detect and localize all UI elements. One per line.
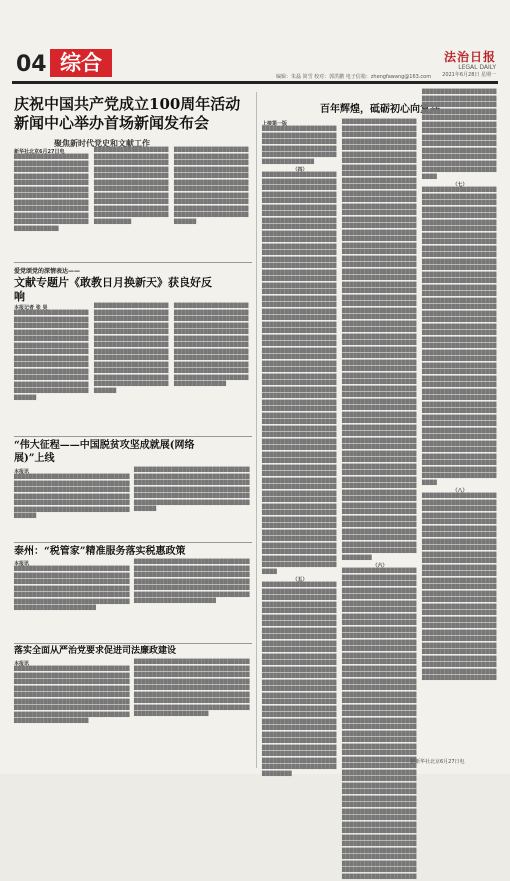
story1-body-col3	[174, 148, 250, 258]
essay-section-heading: （七）	[452, 182, 468, 188]
story1-subheadline: 聚焦新时代党史和文献工作	[54, 139, 150, 148]
essay-footer-note: 据新华社北京6月27日电	[410, 759, 465, 765]
divider	[14, 262, 252, 263]
divider	[14, 643, 252, 644]
page-number: 04	[16, 52, 47, 77]
essay-col2	[342, 120, 418, 880]
masthead	[0, 0, 510, 82]
essay-section-heading: （六）	[372, 563, 388, 569]
story5-byline: 本报讯	[14, 661, 30, 667]
editor-line: 编辑：朱磊 简雪 校对：郭洪鹏 电子信箱：zhengfawang@163.com	[276, 74, 432, 80]
essay-text: ████████████████████████████████████████████████████████████████████████████████████████████████████████████████████████████████████████████████████████████████████████████████████████████████████████████████████████████████████████████████████████████████████████████████████████████████████████████████████████████████████████████████████████████████████████████████████████████████████████████████████████████████████████████████████████████████████████████████████████████████████████████████████████████████████████████████████████████████████████████████████████████████████████████████████████████████████████████████████████████████████████████████████████████████████████████████████████████████████████████████████████████████████████████████████████████████████████████████████████████████████████████████████████████████████████████████████████████████████████████████████████████████████████████████████████████████████████████████████████████████████████████████████████████████████████████████████████████████████████████████████████████████████████████████████████████████████████████████████████████████████████████████████████████████████████████████████████████████████████████████████████████████████████████████████████████████████████████████████████████████████████████████████████████████████████████████████████████████████	[342, 120, 417, 561]
story1-text: ██████████████████████████████████████████████████████████████████████████████████████████████████████████████████████████████████████████████████████████████████████████████████████████████████████████████████████████████████████	[94, 148, 169, 225]
essay-section-heading: （八）	[452, 488, 468, 494]
story3-byline: 本报讯	[14, 469, 30, 475]
story1-headline-line1: 庆祝中国共产党成立100周年活动	[14, 95, 241, 113]
story1-text: ████████████████████████████████████████████████████████████████████████████████████████████████████████████████████████████████████████████████████████████████████████████████████████████████████████████████████████████████████████	[14, 155, 89, 232]
column-rule	[256, 92, 257, 768]
essay-text: ████████████████████████████████████████████████████████████████████████████████████████████████████████████████████████████████████████████████████████████████████████████████████████████████████████████████████████████████████████████████████████████████████████████████████████████████████████████████████████████████████████████████████████████████████████████████████████████████████████████████████████████████████████████████████████████████████████████████████████████████████████████████████████████████████████████████████████████████████████████████████████████████████████████	[262, 583, 337, 777]
story1-body-col2	[94, 148, 170, 258]
story2-body-col1	[14, 304, 90, 434]
story3-text: ████████████████████████████████████████████████████████████████████████████████████████████████████████████████████████████████████████████████████████████████████████████████████████████████	[14, 475, 130, 519]
story3-headline: “伟大征程——中国脱贫攻坚成就展(网络展)”上线	[14, 440, 195, 464]
story3-body-col1	[14, 468, 132, 542]
story5-body-col2	[134, 660, 252, 768]
story4-headline: 泰州：“税管家”精准服务落实税惠政策	[14, 546, 186, 557]
essay-byline: 上接第一版	[262, 121, 288, 127]
story5-body-col1	[14, 660, 132, 768]
story4-byline: 本报讯	[14, 561, 30, 567]
divider	[14, 542, 252, 543]
story1-headline	[14, 95, 254, 133]
essay-text: ██████████████████████████████████████████████████████████████████████████████████████████████████████████████████	[262, 127, 337, 165]
paper-english-name: LEGAL DAILY	[458, 64, 496, 71]
story1-body-col1	[14, 148, 90, 258]
story2-body-col3	[174, 304, 250, 434]
paper-logo: 法治日报	[443, 50, 496, 64]
issue-date: 2021年6月28日 星期一	[442, 72, 496, 78]
essay-text: ████████████████████████████████████████████████████████████████████████████████████████████████████████████████████████████████████████████████████████████████████████████████████████████████████████████████████████████████████████████████████████████████████████████████████████████████████████████████████████████████████████████████████████████████████████████████████████████████████████████████████████████████████████████████████████████████████████████████████████████████████████████████████████████████████████████████████████████████████████████████████████████████████████████████████████████████████████████████████████████████████████████████████████████████████████████████████████████████████████████████████████████████████████████████████████████████████████████████████████████████████████████████████████████████████████████████████████████████████████████████████████████████████████	[422, 188, 497, 486]
essay-text: ████████████████████████████████████████████████████████████████████████████████████████████████████████████████████████████████████████████████████████████████████████████████████████████████████████████████████████████████████████████████████████████████████████████████████████████████████████████████████████████████████████████████████████████████████████████████████████████████████████████████████████████████████████████████████████████████████████████████████████████████████████████████████████████████████████████████████████████████████████████████████████████████████████████████████████████████████████████████████████████████████████████████████████████████████████████████████████████████████████████████████████████████████████████████████████████████████████████████████████████████████████████████████████████████████████████████████████████████████████████████████████████████████████████████████████████████████████████████████████████████████████████████████████████████████████████████████████████████████████████████████████████████████████████████████████████████████████████████████████████████████████████████████████████████████████████████████████████████████████████████████████████████████████	[262, 173, 337, 575]
story2-body-col2	[94, 304, 170, 434]
story2-text: ██████████████████████████████████████████████████████████████████████████████████████████████████████████████████████████████████████████████████████████████████████████████████████████████████████████████████████████████████████████████████████████████████████████	[94, 304, 169, 394]
essay-section-heading: （五）	[292, 577, 308, 583]
story5-headline: 落实全面从严治党要求促进司法廉政建设	[14, 646, 177, 656]
divider	[14, 436, 252, 437]
essay-section-heading: （四）	[292, 167, 308, 173]
story2-kicker: 爱党颂党的深情表达——	[14, 268, 81, 275]
essay-title: 百年辉煌，砥砺初心向复兴	[320, 104, 440, 115]
story2-text: ██████████████████████████████████████████████████████████████████████████████████████████████████████████████████████████████████████████████████████████████████████████████████████████████████████████████████████████████████████████████████████████████████████████	[14, 311, 89, 401]
story2-text: ██████████████████████████████████████████████████████████████████████████████████████████████████████████████████████████████████████████████████████████████████████████████████████████████████████████████████████████████████████████████████████████████	[174, 304, 249, 387]
story4-body-col2	[134, 560, 252, 642]
story3-text: ████████████████████████████████████████████████████████████████████████████████████████████████████████████████████████████████████████████████████████████████████████████████████████████████	[134, 468, 250, 512]
essay-text: ████████████████████████████████████████████████████████████████████████████████████████████████████████████████████████████████████████████████████████████████████████████████████████████████████████████████████████████████████████████████████████████████████████████████████████████████████████████████████████████████████████████████████████████████████████████████████████████████████████████████████████████████████████████████████████████████████████████████████████████████████████████████████████████████████████████████████████████████████████████████████████████████████████████████████████████████████████████████████████████████████████████████████████████████████████████████████████████████████████████████████████████████████████████████████████████████████████████████████████████████████████████████████████████████████████████████████████████████████████████████████████████████████████████████████████████████████████████████████████████████	[342, 569, 417, 880]
story1-headline-line2: 新闻中心举办首场新闻发布会	[14, 113, 210, 132]
story2-headline: 文献专题片《敢教日月换新天》获良好反响	[14, 276, 212, 303]
story1-text: ██████████████████████████████████████████████████████████████████████████████████████████████████████████████████████████████████████████████████████████████████████████████████████████████████████████████████████████████████	[174, 148, 249, 225]
story5-text: ████████████████████████████████████████████████████████████████████████████████████████████████████████████████████████████████████████████████████████████████████████████████████████████████████████████████████████████████████████████████████████████████████████████	[134, 660, 250, 717]
essay-text: ████████████████████████████████████████████████████████████████████████████████████████████████████████████████████████████████████████████████████████████████████████████████████████████████████████████████████████████████████████████████████████████████████████	[422, 90, 497, 180]
section-tag: 综合	[50, 49, 112, 77]
story2-byline: 本报记者 张 昊	[14, 305, 48, 311]
essay-text: ████████████████████████████████████████████████████████████████████████████████████████████████████████████████████████████████████████████████████████████████████████████████████████████████████████████████████████████████████████████████████████████████████████████████████████████████████████████████████████████████████████████████████████████████████████████████████████████████████████████████████████████████████████████████████████████████████████████████████████████████████████████████████████████████████████████████████████████████████████████████████████████████████	[422, 494, 497, 681]
story3-body-col2	[134, 468, 252, 542]
story4-text: ████████████████████████████████████████████████████████████████████████████████████████████████████████████████████████████████████████████████████████████████████████████████████████████████████████████████	[14, 567, 130, 611]
story1-byline: 新华社北京6月27日电	[14, 149, 65, 155]
masthead-rule	[12, 81, 498, 84]
story4-text: ████████████████████████████████████████████████████████████████████████████████████████████████████████████████████████████████████████████████████████████████████████████████████████████████████████████████	[134, 560, 250, 604]
story5-text: ████████████████████████████████████████████████████████████████████████████████████████████████████████████████████████████████████████████████████████████████████████████████████████████████████████████████████████████████████████████████████████████████████████████	[14, 667, 130, 724]
story4-body-col1	[14, 560, 132, 642]
essay-col3	[422, 90, 498, 754]
essay-col1	[262, 120, 338, 777]
